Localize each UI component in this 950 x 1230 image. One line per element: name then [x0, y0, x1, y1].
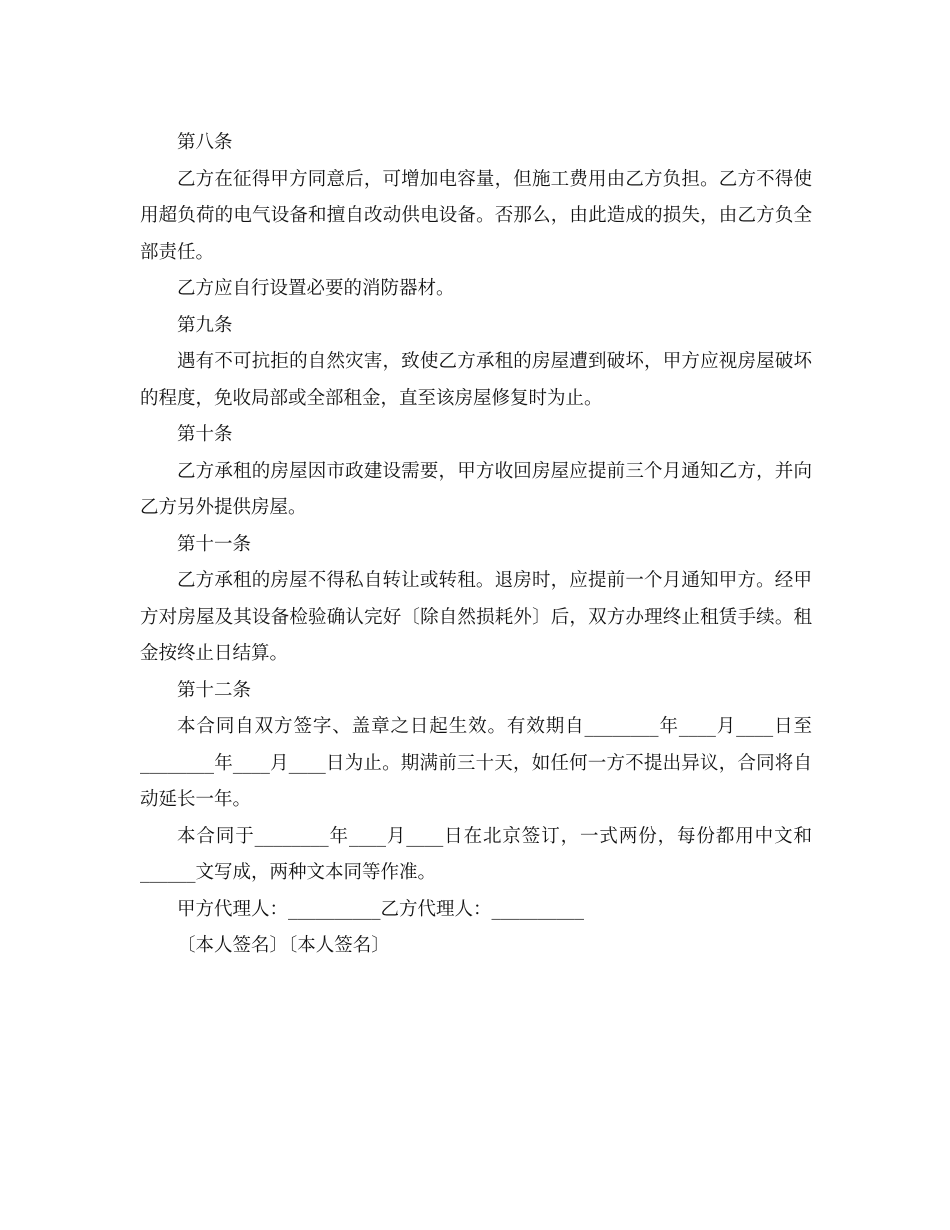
signature-agents-line: 甲方代理人：__________乙方代理人：__________: [177, 898, 585, 920]
article-10-paragraph-1: 乙方承租的房屋因市政建设需要，甲方收回房屋应提前三个月通知乙方，并向乙方另外提供房屋。: [140, 460, 812, 518]
article-8-title: 第八条: [177, 132, 233, 153]
article-9-paragraph-1: 遇有不可抗拒的自然灾害，致使乙方承租的房屋遭到破坏，甲方应视房屋破坏的程度，免收局部或全部租金，直至该房屋修复时为止。: [140, 351, 812, 409]
article-8-paragraph-1: 乙方在征得甲方同意后，可增加电容量，但施工费用由乙方负担。乙方不得使用超负荷的电气设备和擅自改动供电设备。否那么，由此造成的损失，由乙方负全部责任。: [140, 168, 812, 263]
article-9-title: 第九条: [177, 314, 233, 336]
article-10-title: 第十条: [177, 424, 233, 445]
contract-body: [140, 125, 812, 965]
article-8-paragraph-2: 乙方应自行设置必要的消防器材。: [177, 278, 455, 299]
article-11-paragraph-1: 乙方承租的房屋不得私自转让或转租。退房时，应提前一个月通知甲方。经甲方对房屋及其设备检验确认完好〔除自然损耗外〕后，双方办理终止租赁手续。租金按终止日结算。: [140, 570, 812, 664]
signature-note-line: 〔本人签名〕〔本人签名〕: [177, 935, 390, 956]
article-12-title: 第十二条: [177, 679, 252, 701]
article-11-title: 第十一条: [177, 533, 252, 555]
article-12-paragraph-2: 本合同于________年____月____日在北京签订，一式两份，每份都用中文和______文写成，两种文本同等作准。: [140, 825, 812, 883]
article-12-paragraph-1: 本合同自双方签字、盖章之日起生效。有效期自________年____月____日至________年____月____日为止。期满前三十天，如任何一方不提出异议，合同将自动延长一年。: [140, 716, 812, 810]
